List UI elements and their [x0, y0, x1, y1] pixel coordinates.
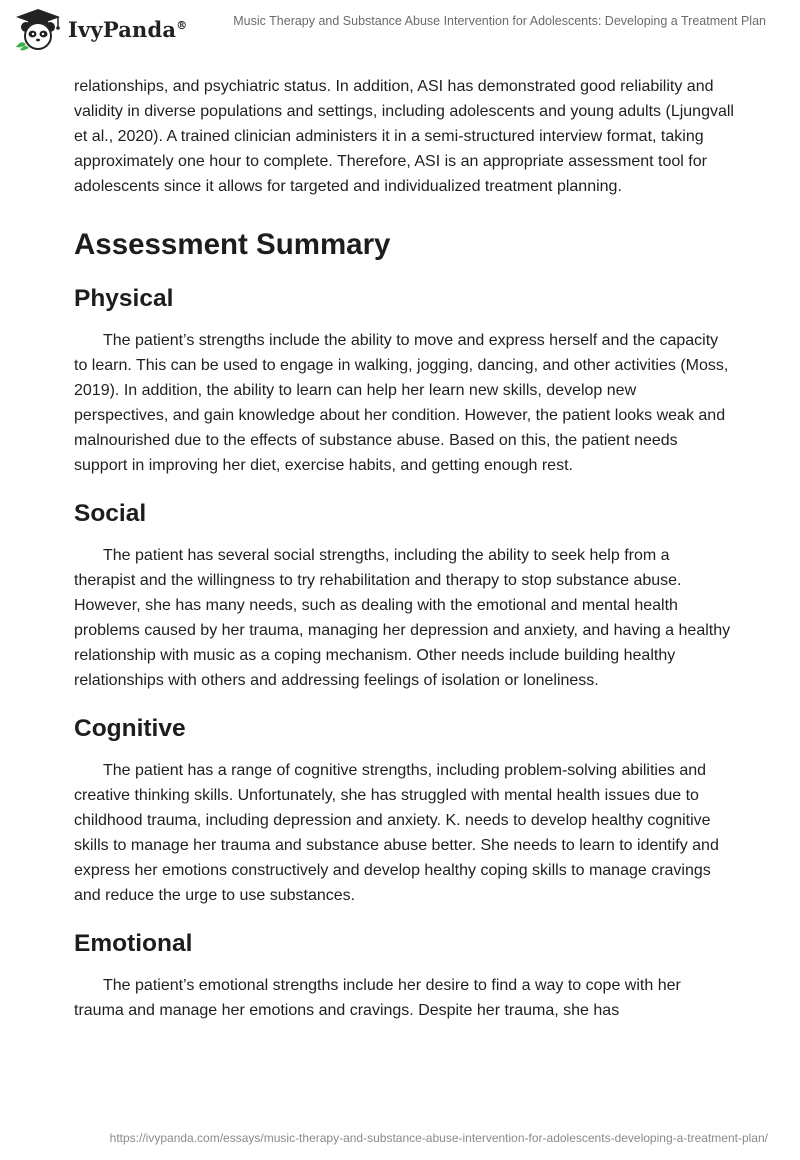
panda-graduate-icon — [14, 7, 62, 51]
document-title: Music Therapy and Substance Abuse Intervention for Adolescents: Developing a Treatment Plan — [233, 14, 766, 28]
section-heading-assessment-summary: Assessment Summary — [74, 228, 391, 261]
subsection-heading-cognitive: Cognitive — [74, 715, 186, 742]
paragraph-cognitive: The patient has a range of cognitive strengths, including problem-solving abilities and creative thinking skills. Unfortunately, she has struggled with mental health issues due to childhood trauma, including depression and anxiety. K. needs to develop healthy cognitive skills to manage her trauma and substance abuse better. She needs to learn to identify and express her emotions constructively and develop healthy coping skills to manage cravings and reduce the urge to use substances. — [74, 762, 719, 904]
subsection-heading-social: Social — [74, 500, 147, 527]
subsection-heading-physical: Physical — [74, 285, 174, 312]
logo-wordmark: IvyPanda® — [68, 16, 188, 42]
subsection-heading-emotional: Emotional — [74, 930, 193, 957]
paragraph-physical: The patient’s strengths include the ability to move and express herself and the capacity to learn. This can be used to engage in walking, jogging, dancing, and other activities (Moss, 2019). In addition, the ability to learn can help her learn new skills, develop new perspectives, and gain knowledge about her condition. However, the patient looks weak and malnourished due to the effects of substance abuse. Based on this, the patient needs support in improving her diet, exercise habits, and getting enough rest. — [74, 332, 729, 474]
essay-body — [74, 74, 734, 1023]
page-header — [0, 0, 800, 64]
paragraph-social: The patient has several social strengths, including the ability to seek help from a therapist and the willingness to try rehabilitation and therapy to stop substance abuse. However, she has many needs, such as dealing with the emotional and mental health problems caused by her trauma, managing her depression and anxiety, and having a healthy relationship with music as a coping mechanism. Other needs include building healthy relationships with others and addressing feelings of isolation or loneliness. — [74, 547, 731, 689]
ivypanda-logo[interactable] — [14, 7, 187, 51]
source-url-link[interactable]: https://ivypanda.com/essays/music-therapy-and-substance-abuse-intervention-for-adolescents-developing-a-treatment-plan/ — [109, 1131, 768, 1145]
paragraph-emotional: The patient’s emotional strengths include her desire to find a way to cope with her trauma and manage her emotions and cravings. Despite her trauma, she has — [74, 977, 681, 1019]
intro-paragraph: relationships, and psychiatric status. In addition, ASI has demonstrated good reliability and validity in diverse populations and settings, including adolescents and young adults (Ljungvall et al., 2020). A trained clinician administers it in a semi-structured interview format, taking approximately one hour to complete. Therefore, ASI is an appropriate assessment tool for adolescents since it allows for targeted and individualized treatment planning. — [74, 78, 734, 195]
